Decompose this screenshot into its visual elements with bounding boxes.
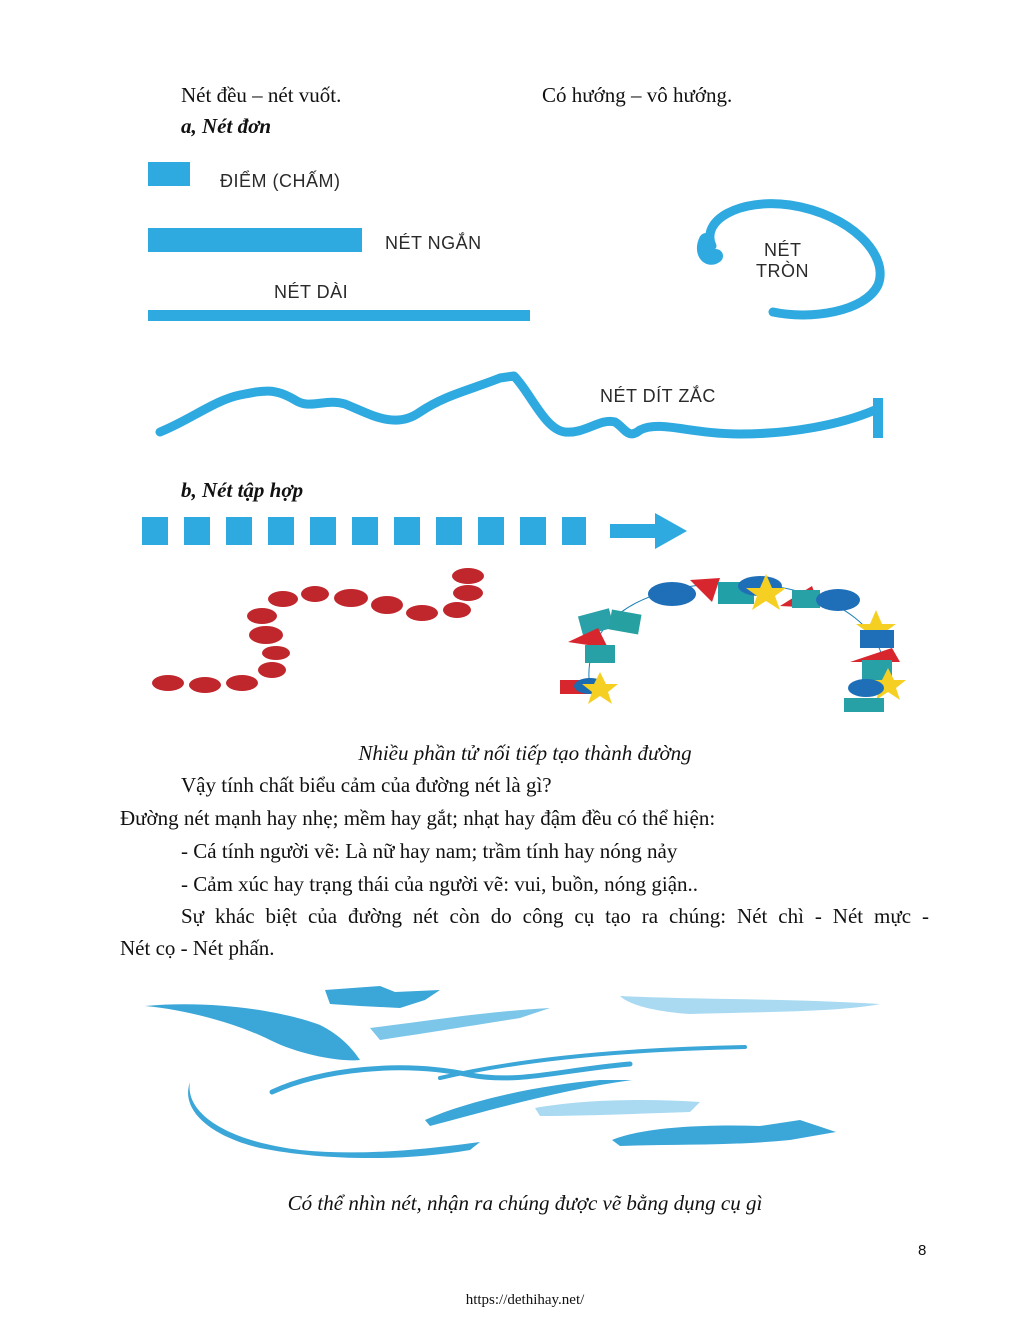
caption-tools: Có thể nhìn nét, nhận ra chúng được vẽ bằng dụng cụ gì [287,1191,763,1215]
line-direction: Có hướng – vô hướng. [542,83,733,107]
long-stroke-shape [148,310,530,321]
shapes-arch-shape [560,574,906,712]
red-dots-shape [152,568,484,693]
label-round-2: TRÒN [756,261,809,281]
label-zigzag: NÉT DÍT ZẮC [600,386,716,406]
label-long-stroke: NÉT DÀI [274,282,349,302]
point-shape [148,162,190,186]
dashed-arrow-shape [142,513,687,549]
section-a-heading: a, Nét đơn [181,114,272,138]
short-stroke-shape [148,228,362,252]
bullet-personality: - Cá tính người vẽ: Là nữ hay nam; trầm tính hay nóng nảy [181,839,678,863]
line-even-stroke: Nét đều – nét vuốt. [181,83,342,107]
paragraph-expression: Đường nét mạnh hay nhẹ; mềm hay gắt; nhạt hay đậm đều có thể hiện: [120,806,716,830]
paragraph-question: Vậy tính chất biểu cảm của đường nét là gì? [181,773,552,797]
paragraph-tools-line2: Nét cọ - Nét phấn. [120,936,275,960]
label-point: ĐIỂM (CHẤM) [220,171,341,191]
bullet-emotion: - Cảm xúc hay trạng thái của người vẽ: vui, buồn, nóng giận.. [181,872,699,896]
brush-wide-shape [145,1004,360,1060]
section-b-heading: b, Nét tập hợp [181,478,304,502]
caption-compound: Nhiều phần tử nối tiếp tạo thành đường [358,741,692,765]
label-round-1: NÉT [764,240,802,260]
paragraph-tools-line1: Sự khác biệt của đường nét còn do công cụ tạo ra chúng: Nét chì - Nét mực - [181,904,929,928]
zigzag-stroke-shape [160,376,875,434]
page-number: 8 [918,1242,927,1259]
footer-url[interactable]: https://dethihay.net/ [465,1292,585,1308]
label-short-stroke: NÉT NGẮN [385,233,482,253]
